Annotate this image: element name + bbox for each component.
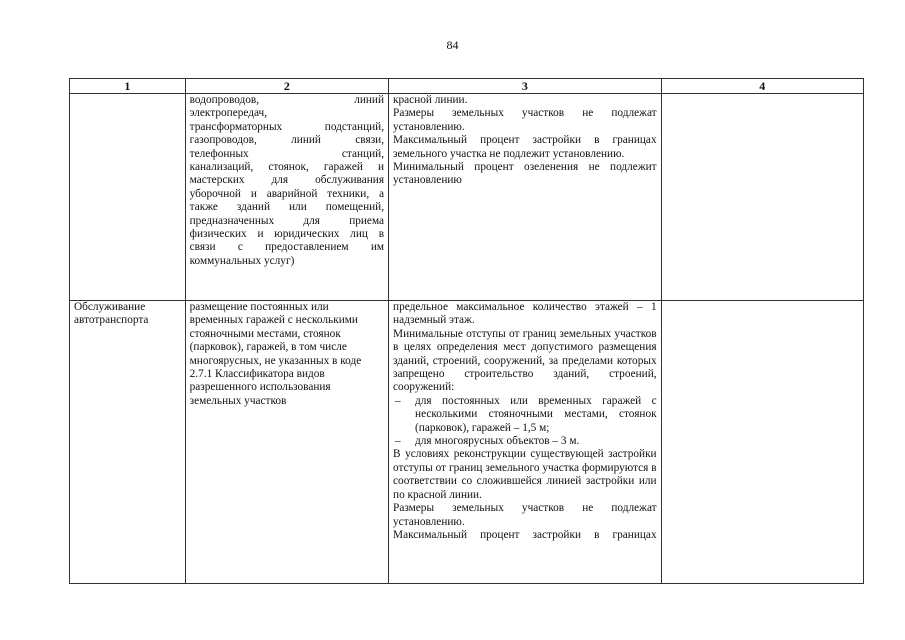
row1-col2-line: коммунальных услуг) (189, 254, 295, 267)
column-header-4: 4 (661, 79, 863, 94)
row1-col1-cell (70, 94, 186, 301)
row1-col3-paragraph: Минимальный процент озеленения не подлежит установлению (393, 161, 657, 187)
table-header-row (70, 79, 864, 94)
row1-col2-line: также зданий или помещений, (189, 201, 385, 214)
setback-list (393, 395, 657, 449)
list-item-text: для постоянных или временных гаражей с несколькими стояночными местами, стоянок (парковок), гаражей – 1,5 м; (415, 394, 657, 434)
row1-col2-line: предназначенных для приема (189, 214, 385, 227)
row1-col3-paragraph: Максимальный процент застройки в границах земельного участка не подлежит установлению. (393, 134, 657, 160)
row1-col2-line: физических и юридических лиц в (189, 228, 385, 241)
row2-col3-paragraph: Максимальный процент застройки в границах (393, 528, 657, 541)
row2-col3-paragraph: Размеры земельных участков не подлежат установлению. (393, 502, 657, 528)
list-item (393, 435, 657, 448)
list-item-text: для многоярусных объектов – 3 м. (415, 435, 580, 448)
row1-col2-line: связи с предоставлением им (189, 241, 385, 254)
dash-bullet: – (395, 435, 401, 448)
list-item (393, 395, 657, 435)
row1-col2-line: телефонных станций, (189, 147, 385, 160)
row2-col4-cell (661, 301, 863, 584)
row1-col3-paragraph: красной линии. (393, 94, 468, 106)
table-row (70, 94, 864, 301)
column-header-2: 2 (185, 79, 388, 94)
row2-col3-paragraph: В условиях реконструкции существующей застройки отступы от границ земельного участка формируются в соответствии со сложившейся линией застройки или по красной линии. (393, 448, 657, 501)
row1-col2-line: водопроводов, линий (189, 94, 385, 106)
row1-col4-cell (661, 94, 863, 301)
row1-col2-line: трансформаторных подстанций, (189, 120, 385, 133)
row1-col3-cell (389, 94, 662, 301)
row2-col3-paragraph: Минимальные отступы от границ земельных участков в целях определения мест допустимого размещения зданий, строений, сооружений, за пределами которых запрещено строительство зданий, строений, сооружений: (393, 327, 657, 394)
row1-col2-line: электропередач, (189, 107, 268, 120)
row1-col3-paragraph: Размеры земельных участков не подлежат установлению. (393, 107, 657, 133)
row1-col2-line: канализаций, стоянок, гаражей и (189, 161, 385, 174)
row2-col3-cell (389, 301, 662, 584)
row1-col2-line: мастерских для обслуживания (189, 174, 385, 187)
dash-bullet: – (395, 394, 401, 407)
row1-col2-line: газопроводов, линий связи, (189, 134, 385, 147)
page-number: 84 (446, 38, 459, 52)
column-header-3: 3 (389, 79, 662, 94)
column-header-1: 1 (70, 79, 186, 94)
row1-col2-cell (185, 94, 388, 301)
row1-col2-line: уборочной и аварийной техники, а (189, 187, 385, 200)
row2-col1-cell: Обслуживание автотранспорта (70, 301, 186, 584)
row2-col2-cell: размещение постоянных или временных гаражей с несколькими стояночными местами, стоянок (парковок), гаражей, в том числе многоярусных, не указанных в коде 2.7.1 Классификатора видов разрешенного использования земельных участков (185, 301, 388, 584)
table-row (70, 301, 864, 584)
row2-col3-paragraph: предельное максимальное количество этажей – 1 надземный этаж. (393, 301, 657, 327)
regulations-table (69, 78, 864, 584)
